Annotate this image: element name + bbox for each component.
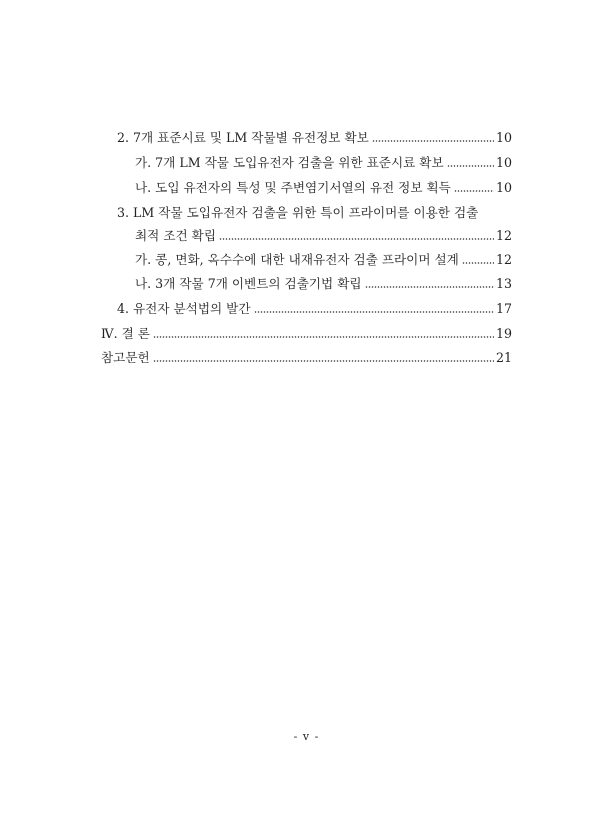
toc-entry-title: Ⅳ. 결 론 [101,326,150,341]
toc-entry-page: 10 [495,130,512,145]
toc-entry-page: 10 [495,180,512,195]
toc-leader-dots [153,336,494,338]
toc-entry-page: 21 [495,350,512,365]
toc-entry-2-ga [135,149,512,171]
toc-entry-title: 최적 조건 확립 [135,228,216,243]
toc-entry-2-na [135,174,512,196]
toc-entry-3-line1 [117,199,478,221]
toc-entry-page: 12 [495,228,512,243]
toc-leader-dots [365,286,494,288]
toc-entry-2 [117,124,512,146]
toc-entry-page: 17 [495,301,512,316]
toc-leader-dots [372,140,494,142]
toc-entry-title: 4. 유전자 분석법의 발간 [117,301,251,316]
toc-entry-4 [117,295,512,317]
toc-leader-dots [219,238,494,240]
toc-entry-title: 가. 콩, 면화, 옥수수에 대한 내재유전자 검출 프라이머 설계 [135,252,459,267]
toc-entry-references [101,344,512,366]
toc-leader-dots [447,165,494,167]
toc-entry-title: 2. 7개 표준시료 및 LM 작물별 유전정보 확보 [117,130,369,145]
toc-leader-dots [153,360,494,362]
toc-entry-chapter-4 [101,320,512,342]
toc-entry-page: 13 [495,276,512,291]
toc-entry-title: 3. LM 작물 도입유전자 검출을 위한 특이 프라이머를 이용한 검출 [117,205,479,220]
page-number-footer: - v - [293,730,320,743]
toc-leader-dots [462,262,494,264]
toc-leader-dots [454,190,494,192]
toc-entry-3-ga [135,246,512,268]
toc-entry-title: 나. 3개 작물 7개 이벤트의 검출기법 확립 [135,276,362,291]
toc-entry-title: 나. 도입 유전자의 특성 및 주변염기서열의 유전 정보 획득 [135,180,451,195]
toc-entry-page: 10 [495,155,512,170]
toc-entry-3-line2 [135,222,512,244]
toc-leader-dots [254,311,494,313]
toc-entry-page: 12 [495,252,512,267]
toc-entry-title: 참고문헌 [101,350,150,365]
toc-entry-title: 가. 7개 LM 작물 도입유전자 검출을 위한 표준시료 확보 [135,155,444,170]
toc-entry-3-na [135,270,512,292]
toc-entry-page: 19 [495,326,512,341]
